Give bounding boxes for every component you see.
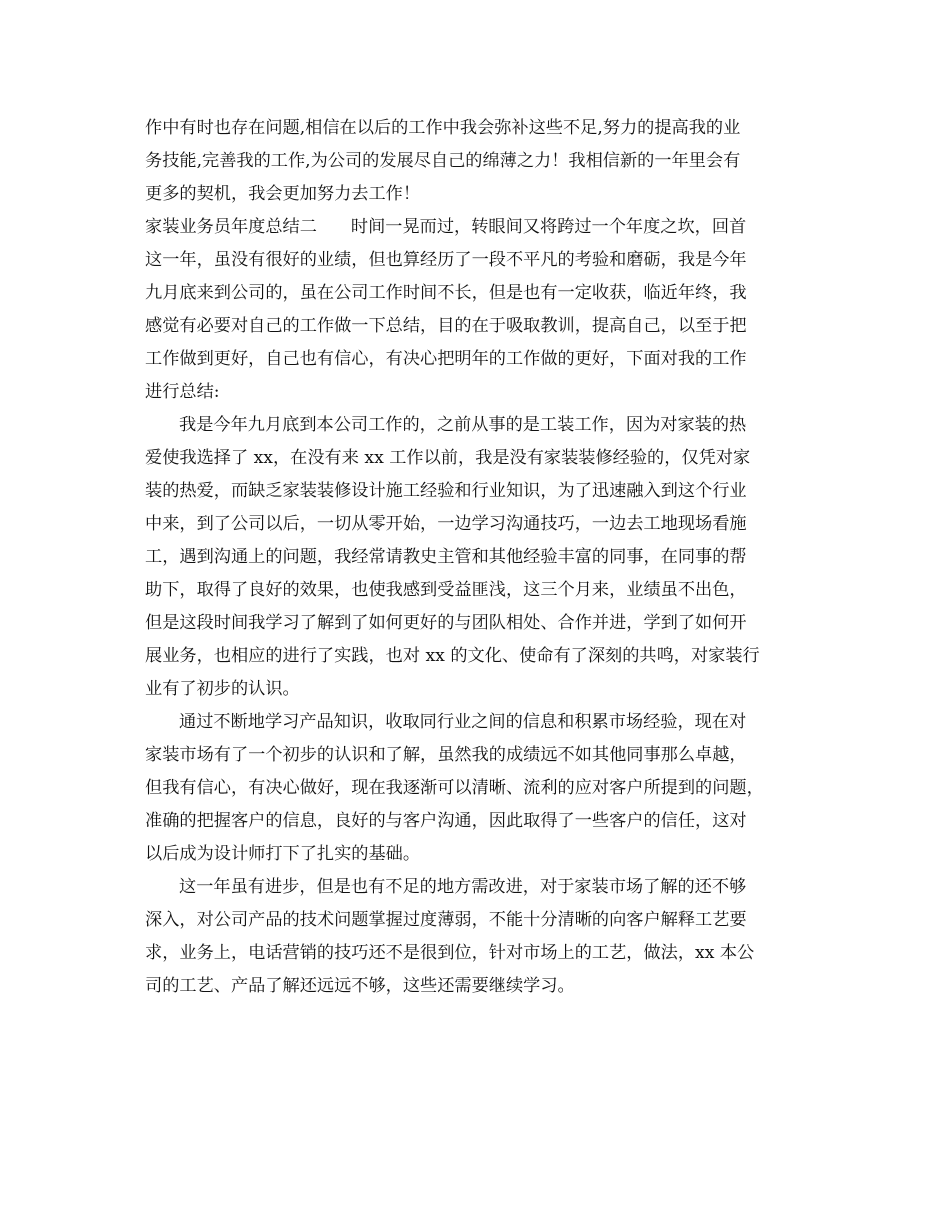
text-line: 中来，到了公司以后，一切从零开始，一边学习沟通技巧，一边去工地现场看施 bbox=[145, 514, 747, 534]
text-line: 感觉有必要对自己的工作做一下总结，目的在于吸取教训，提高自己，以至于把 bbox=[145, 316, 747, 336]
text-line: 司的工艺、产品了解还远远不够，这些还需要继续学习。 bbox=[145, 976, 575, 996]
document-body bbox=[145, 112, 809, 1003]
text-line: 爱使我选择了 xx，在没有来 xx 工作以前，我是没有家装装修经验的，仅凭对家 bbox=[145, 448, 751, 468]
text-line: 助下，取得了良好的效果，也使我感到受益匪浅，这三个月来，业绩虽不出色， bbox=[145, 580, 747, 600]
text-line: 九月底来到公司的，虽在公司工作时间不长，但是也有一定收获，临近年终，我 bbox=[145, 283, 747, 303]
text-line: 深入，对公司产品的技术问题掌握过度薄弱，不能十分清晰的向客户解释工艺要 bbox=[145, 910, 747, 930]
text-line: 作中有时也存在问题,相信在以后的工作中我会弥补这些不足,努力的提高我的业 bbox=[145, 118, 741, 138]
text-line: 务技能,完善我的工作,为公司的发展尽自己的绵薄之力！我相信新的一年里会有 bbox=[145, 151, 741, 171]
text-line: 时间一晃而过，转眼间又将跨过一个年度之坎，回首 bbox=[350, 217, 747, 237]
text-line: 展业务，也相应的进行了实践，也对 xx 的文化、使命有了深刻的共鸣，对家装行 bbox=[145, 646, 760, 666]
text-line: 进行总结: bbox=[145, 382, 220, 402]
text-line: 求，业务上，电话营销的技巧还不是很到位，针对市场上的工艺，做法，xx 本公 bbox=[145, 943, 755, 963]
text-line: 以后成为设计师打下了扎实的基础。 bbox=[145, 844, 421, 864]
text-line: 这一年，虽没有很好的业绩，但也算经历了一段不平凡的考验和磨砺，我是今年 bbox=[145, 250, 747, 270]
text-line: 更多的契机，我会更加努力去工作！ bbox=[145, 184, 421, 204]
section-title: 家装业务员年度总结二 bbox=[145, 217, 317, 237]
text-line: 装的热爱，而缺乏家装装修设计施工经验和行业知识，为了迅速融入到这个行业 bbox=[145, 481, 747, 501]
paragraph-start: 通过不断地学习产品知识，收取同行业之间的信息和积累市场经验，现在对 bbox=[179, 712, 747, 732]
text-line: 准确的把握客户的信息，良好的与客户沟通，因此取得了一些客户的信任，这对 bbox=[145, 811, 747, 831]
text-line: 业有了初步的认识。 bbox=[145, 679, 300, 699]
paragraph-start: 我是今年九月底到本公司工作的，之前从事的是工装工作，因为对家装的热 bbox=[179, 415, 747, 435]
text-line: 但我有信心，有决心做好，现在我逐渐可以清晰、流利的应对客户所提到的问题， bbox=[145, 778, 764, 798]
section-heading-line bbox=[145, 211, 809, 244]
text-line: 工，遇到沟通上的问题，我经常请教史主管和其他经验丰富的同事，在同事的帮 bbox=[145, 547, 747, 567]
text-line: 家装市场有了一个初步的认识和了解，虽然我的成绩远不如其他同事那么卓越， bbox=[145, 745, 747, 765]
text-line: 但是这段时间我学习了解到了如何更好的与团队相处、合作并进，学到了如何开 bbox=[145, 613, 747, 633]
text-line: 工作做到更好，自己也有信心，有决心把明年的工作做的更好，下面对我的工作 bbox=[145, 349, 747, 369]
paragraph-start: 这一年虽有进步，但是也有不足的地方需改进，对于家装市场了解的还不够 bbox=[179, 877, 747, 897]
